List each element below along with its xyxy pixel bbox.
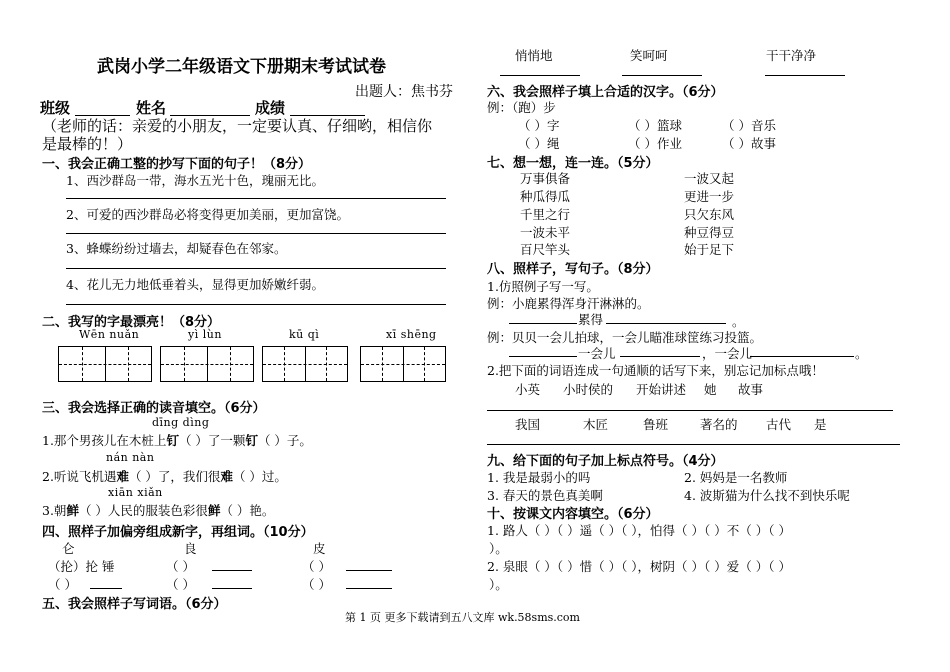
radical-blank-2[interactable]: （ ） <box>302 559 331 574</box>
base-char-2: 良 <box>184 541 197 556</box>
word-xiaoshihou: 小时侯的 <box>563 382 614 397</box>
writing-grid-3[interactable] <box>262 346 348 382</box>
idiom-left-4[interactable]: 一波未平 <box>520 225 571 240</box>
word-gudai: 古代 <box>766 417 792 432</box>
sentence-period-2: 。 <box>855 346 868 361</box>
word-blank-2[interactable] <box>346 570 392 571</box>
copy-line-4[interactable] <box>66 304 446 305</box>
idiom-right-1[interactable]: 一波又起 <box>684 171 735 186</box>
section-10-heading: 十、按课文内容填空。（6分） <box>487 507 659 522</box>
word-gushi: 故事 <box>738 382 764 397</box>
copy-line-2[interactable] <box>66 233 446 234</box>
word-write-blank-1[interactable] <box>500 75 580 76</box>
fill-char-2[interactable]: （ ）篮球 <box>628 118 682 133</box>
word-write-blank-3[interactable] <box>765 75 845 76</box>
word-mujiang: 木匠 <box>583 417 609 432</box>
sentence-task-1: 1.仿照例子写一写。 <box>487 279 599 294</box>
pinyin-ding: dīng dìng <box>152 416 210 429</box>
fill-char-1[interactable]: （ ）字 <box>518 118 560 133</box>
punct-sentence-4: 4. 波斯猫为什么找不到快乐呢 <box>684 488 850 503</box>
word-blank-1[interactable] <box>212 570 252 571</box>
section-8-heading: 八、照样子，写句子。（8分） <box>487 262 659 277</box>
radical-example: （抡）抡 锤 <box>48 559 115 574</box>
punct-sentence-2: 2. 妈妈是一名教师 <box>684 470 788 485</box>
section-3-heading: 三、我会选择正确的读音填空。（6分） <box>42 401 266 416</box>
idiom-left-2[interactable]: 种瓜得瓜 <box>520 189 571 204</box>
word-write-blank-2[interactable] <box>622 75 702 76</box>
teacher-note-line2: 是最棒的！） <box>42 135 133 153</box>
sentence-period-1: 。 <box>732 314 745 329</box>
sentence-blank-1b[interactable] <box>606 323 726 324</box>
section-7-heading: 七、想一想，连一连。（5分） <box>487 156 659 171</box>
idiom-left-3[interactable]: 千里之行 <box>520 207 571 222</box>
radical-blank-3[interactable]: （ ） <box>48 577 77 592</box>
poem-fill-1[interactable]: 1. 路人（ ）（ ）遥（ ）（ ），怕得（ ）（ ）不（ ）（ ） <box>487 523 791 538</box>
copy-sentence-2: 2、可爱的西沙群岛必将变得更加美丽，更加富饶。 <box>66 207 349 222</box>
sentence-example-1: 例：小鹿累得浑身汗淋淋的。 <box>487 296 650 311</box>
reading-q3: 3.朝鲜（ ）人民的服装色彩很鲜（ ）艳。 <box>42 503 275 518</box>
word-zhuming: 著名的 <box>700 417 738 432</box>
copy-line-3[interactable] <box>66 268 446 269</box>
fill-char-5[interactable]: （ ）作业 <box>628 136 682 151</box>
punct-sentence-1: 1. 我是最弱小的吗 <box>487 470 591 485</box>
word-luban: 鲁班 <box>643 417 669 432</box>
idiom-right-4[interactable]: 种豆得豆 <box>684 225 735 240</box>
copy-sentence-1: 1、西沙群岛一带，海水五光十色，瑰丽无比。 <box>66 173 324 188</box>
fill-char-4[interactable]: （ ）绳 <box>518 136 560 151</box>
reading-q2: 2.听说飞机遇难（ ）了，我们很难（ ）过。 <box>42 469 287 484</box>
sentence-blank-1a[interactable] <box>509 323 577 324</box>
writing-grid-1[interactable] <box>58 346 152 382</box>
radical-blank-5[interactable]: （ ） <box>302 577 331 592</box>
writing-grid-2[interactable] <box>160 346 254 382</box>
section-4-heading: 四、照样子加偏旁组成新字，再组词。（10分） <box>42 525 314 540</box>
copy-sentence-3: 3、蜂蝶纷纷过墙去，却疑春色在邻家。 <box>66 241 287 256</box>
pinyin-4: xī shēng <box>386 328 437 341</box>
pinyin-nan: nán nàn <box>106 451 155 464</box>
pinyin-2: yì lùn <box>188 328 222 341</box>
word-shi: 是 <box>814 417 827 432</box>
poem-fill-2[interactable]: 2. 泉眼（ ）（ ）惜（ ）（ ），树阴（ ）（ ）爱（ ）（ ） <box>487 559 791 574</box>
idiom-left-1[interactable]: 万事俱备 <box>520 171 571 186</box>
idiom-left-5[interactable]: 百尺竿头 <box>520 242 571 257</box>
fill-char-example: 例：（跑）步 <box>487 100 556 115</box>
word-woguo: 我国 <box>515 417 541 432</box>
sentence-answer-line-1[interactable] <box>487 410 893 411</box>
idiom-right-2[interactable]: 更进一步 <box>684 189 735 204</box>
fill-char-3[interactable]: （ ）音乐 <box>722 118 776 133</box>
word-kaishi: 开始讲述 <box>636 382 687 397</box>
word-xiaoying: 小英 <box>515 382 541 397</box>
section-1-heading: 一、我会正确工整的抄写下面的句子！（8分） <box>42 157 312 172</box>
idiom-right-5[interactable]: 始于足下 <box>684 242 735 257</box>
section-2-heading: 二、我写的字最漂亮！（8分） <box>42 315 221 330</box>
yihuier-text-1: 一会儿 <box>578 346 616 361</box>
author-line: 出题人：焦书芬 <box>355 84 453 100</box>
class-label: 班级 <box>40 99 71 117</box>
pinyin-3: kū qì <box>289 328 320 341</box>
section-9-heading: 九、给下面的句子加上标点符号。（4分） <box>487 454 724 469</box>
lei-de-text: 累得 <box>578 312 604 327</box>
sentence-answer-line-2[interactable] <box>487 444 900 445</box>
word-blank-3[interactable] <box>90 588 122 589</box>
section-6-heading: 六、我会照样子填上合适的汉字。（6分） <box>487 85 724 100</box>
poem-fill-1-end[interactable]: ）。 <box>489 541 508 556</box>
pinyin-1: Wēn nuǎn <box>79 328 140 341</box>
word-ta: 她 <box>704 382 717 397</box>
word-blank-5[interactable] <box>346 588 392 589</box>
sentence-blank-2a[interactable] <box>509 356 577 357</box>
reading-q1: 1.那个男孩儿在木桩上钉（ ）了一颗钉（ ）子。 <box>42 433 312 448</box>
teacher-note-line1: （老师的话：亲爱的小朋友，一定要认真、仔细哟，相信你 <box>42 117 433 135</box>
example-word-3: 干干净净 <box>766 48 817 63</box>
yihuier-text-2: ，一会儿 <box>702 346 753 361</box>
example-word-2: 笑呵呵 <box>630 48 668 63</box>
pinyin-xian: xiān xiǎn <box>108 486 163 499</box>
punct-sentence-3: 3. 春天的景色真美啊 <box>487 488 603 503</box>
fill-char-6[interactable]: （ ）故事 <box>722 136 776 151</box>
poem-fill-2-end[interactable]: ）。 <box>489 577 508 592</box>
word-blank-4[interactable] <box>212 588 252 589</box>
sentence-example-2: 例：贝贝一会儿拍球，一会儿瞄准球筐练习投篮。 <box>487 330 763 345</box>
sentence-blank-2b[interactable] <box>620 356 700 357</box>
radical-blank-4[interactable]: （ ） <box>166 577 195 592</box>
example-word-1: 悄悄地 <box>515 48 553 63</box>
page-footer: 第 1 页 更多下载请到五八文库 wk.58sms.com <box>345 611 580 624</box>
idiom-right-3[interactable]: 只欠东风 <box>684 207 735 222</box>
copy-sentence-4: 4、花儿无力地低垂着头，显得更加娇嫩纤弱。 <box>66 277 324 292</box>
exam-title: 武岗小学二年级语文下册期末考试试卷 <box>97 57 386 77</box>
writing-grid-4[interactable] <box>360 346 446 382</box>
name-label: 姓名 <box>136 99 167 117</box>
copy-line-1[interactable] <box>66 198 446 199</box>
sentence-blank-2c[interactable] <box>750 356 854 357</box>
base-char-1: 仑 <box>62 541 75 556</box>
score-label: 成绩 <box>255 99 286 117</box>
radical-blank-1[interactable]: （ ） <box>166 559 195 574</box>
sentence-task-2: 2.把下面的词语连成一句通顺的话写下来，别忘记加标点哦！ <box>487 363 824 378</box>
base-char-3: 皮 <box>313 541 326 556</box>
section-5-heading: 五、我会照样子写词语。（6分） <box>42 597 227 612</box>
